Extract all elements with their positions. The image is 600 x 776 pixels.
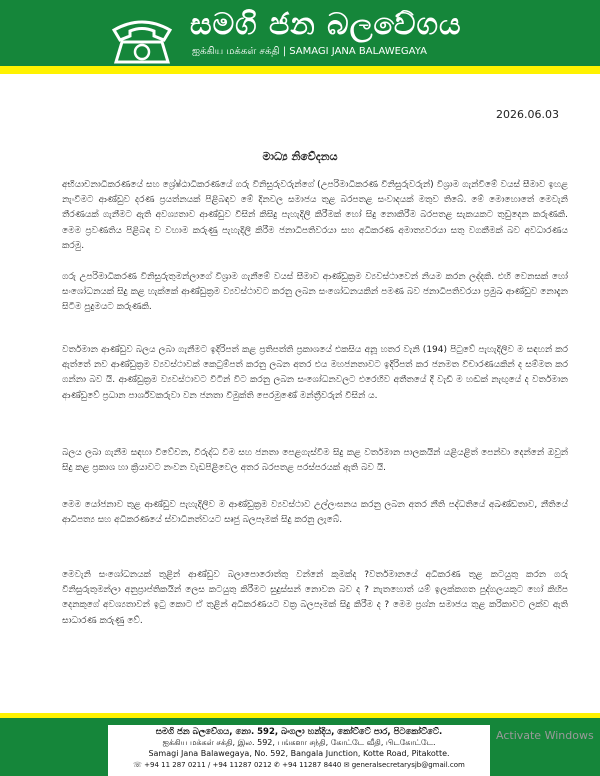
telephone-icon [108,12,176,66]
party-subtitle: ஐக்கிய மக்கள் சக்தி | SAMAGI JANA BALAWEGAYA [192,46,427,57]
document-title: මාධ්‍ය නිවේදනය [262,150,338,163]
letterhead-header [0,0,600,74]
party-name: සමගි ජන බලවේගය [190,7,462,42]
paragraph-3: වර්තමාන ආණ්ඩුව බලය ලබා ගැනීමට ඉදිරිපත් කළ ප්‍රතිපත්ති ප්‍රකාශයේ එකසිය අනූ හතර වැනි (194) පිටුවේ පැහැදිලිව ම සඳහන් කර ඇත්තේ නව ආණ්ඩුක්‍රම ව්‍යවස්ථාවක් කෙටුම්පත් කරනු ලබන අතර එය මහජනතාවට ඉදිරිපත් කර ජනමත විචාරණයකින් ද සම්මත කර ගන්නා බව යි. ආණ්ඩුක්‍රම ව්‍යවස්ථාවට විටින් විට කරනු ලබන සංශෝධනවලට එරෙහිව අතීතයේ දී වැඩි ම හඬක් නැඟුයේ ද වර්තමාන ආණ්ඩුවේ ප්‍රධාන පාර්ශ්වකරුවා වන ජනතා විමුක්ති පෙරමුණේ මන්ත්‍රීවරුන් විසින් ය. [62,345,568,401]
paragraph-4: බලය ලබා ගැනීම සඳහා විවේචන, විරුද්ධ වීම සහ ජනතා පෙළගැස්වීම සිදු කළ වර්තමාන පාලකයින් යළියළිත් පෙන්වා දෙන්නේ ඔවුන් සිදු කළ ප්‍රකාශ හා ක්‍රියාවට නංවන වැඩපිළිවෙල අතර බරපතළ පරස්පරයක් ඇති බව යි. [62,448,568,474]
paragraph-6: මෙවැනි සංශෝධනයක් තුළින් ආණ්ඩුව බලාපොරොත්තු වන්නේ කුමක්ද ?වර්තමානයේ අධිකරණ තුළ කටයුතු කරන ගරු විනිසුරුතුමන්ලා අනුප්‍රාප්තිකයින් ලෙස කටයුතු කිරීමට සුදුස්සන් නොවන බව ද ? නැතහොත් යම් ඉලක්කගත පුද්ගලයකුට හෝ කිහිප දෙනකුගේ අවශ්‍යතාවන් ඉටු කොට ඒ තුළින් අධිකරණයට වක්‍ර බලපෑමක් සිදු කිරීම ද ? මෙම ප්‍රශ්න සමාජය තුළ කරිකාවට ලක්ව ඇති සාධාරණ කරුණු වේ. [62,570,568,626]
document-date: 2026.06.03 [496,108,559,121]
footer-address-english: Samagi Jana Balawegaya, No. 592, Bangala Junction, Kotte Road, Pitakotte. [148,749,450,758]
letterhead-footer [0,713,600,776]
paragraph-1: අභියාචනාධිකරණයේ සහ ශ්‍රේෂ්ඨාධිකරණයේ ගරු විනිසුරුවරුන්ගේ (උපරිමාධිකරණ විනිසුරුවරුන්) විශ්‍රාම ගැන්වීමේ වයස් සීමාව ඉහළ නැංවීමට ආණ්ඩුව දරණ ප්‍රයත්නයක් පිළිබඳව මේ දිනවල සමාජය තුළ බරපතළ සංවාදයක් මතුව තිබේ. මේ මොහොතේ මෙවැනි තීරණයක් ගැනීමට ඇති අවශ්‍යතාව ආණ්ඩුව විසින් කිසිදු පැහැදිලි කිරීමක් හෝ සිදු නොකිරීම බරපතළ සැකයකට තුඩුදෙන කරුණකි. මෙම ප්‍රවණතිය පිළිබඳ ව වහාම කරුණු පැහැදිලි කිරීම ජනාධිපතිවරයා සහ අධිකරණ අමාත්‍යවරයා සතු වගකීමක් බව අවධාරණය කරමු. [62,180,568,251]
footer-contact: ☏ +94 11 287 0211 / +94 11287 0212 ✆ +94 11287 8440 ✉ generalsecretarysjb@gmail.com [133,761,465,769]
paragraph-2: ගරු උපරිමාධිකරණ විනිසුරුතුමන්ලාගේ විශ්‍රාම ගැනීමේ වයස් සීමාව ආණ්ඩුක්‍රම ව්‍යවස්ථාවෙන් නියම කරන ලද්දකි. එහි වෙනසක් හෝ සංශෝධනයක් සිදු කළ හැක්කේ ආණ්ඩුක්‍රම ව්‍යවස්ථාවට කරනු ලබන සංශෝධනයකින් පමණ බව ජනාධිපතිවරයා ප්‍රමුඛ ආණ්ඩුව නොදැන සිටීම පුදුමයට කරුණකි. [62,272,568,313]
header-yellow-stripe [0,66,600,74]
activate-windows-watermark: Activate Windows [496,729,594,742]
footer-address-sinhala: සමගි ජන බලවේගය, නො. 592, බංගලා හන්දිය, කෝට්ටේ පාර, පිටකෝට්ටේ. [155,727,443,737]
footer-address-tamil: ஐக்கிய மக்கள் சக்தி, இல. 592, பங்களா சந்தி, கோட்டே வீதி, பிடகோட்டே. [162,738,436,747]
footer-yellow-stripe [0,713,600,718]
footer-address-panel [108,725,490,776]
paragraph-5: මෙම යෝජනාව තුළ ආණ්ඩුව පැහැදිලිව ම ආණ්ඩුක්‍රම ව්‍යවස්ථාව උල්ලංඝනය කරනු ලබන අතර නීති පද්ධතියේ අඛණ්ඩතාව, නීතියේ ආධිපත්‍ය සහ අධිකරණයේ ස්වාධීනත්වයට සෘජු බලපෑමක් සිදු කරනු ලැබේ. [62,500,568,526]
